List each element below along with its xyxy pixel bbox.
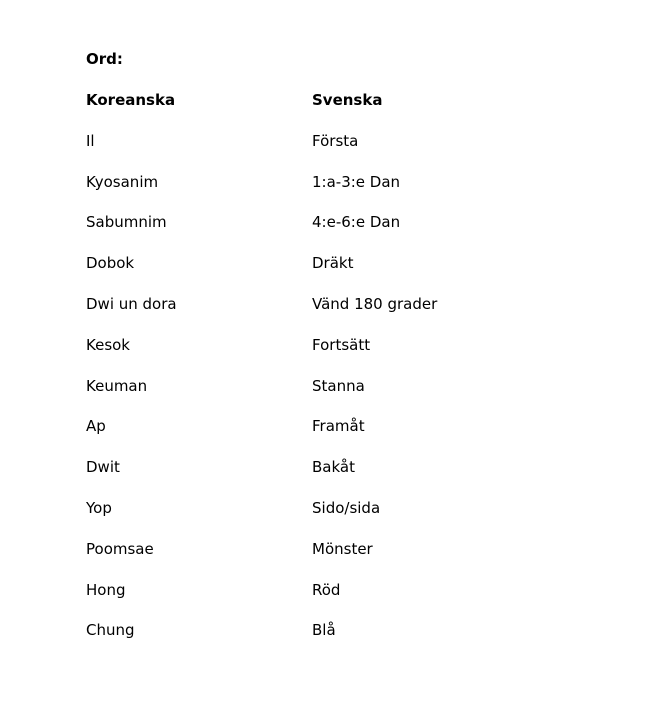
korean-word: Kyosanim: [86, 172, 159, 191]
swedish-word: Mönster: [312, 539, 373, 558]
table-row: [86, 294, 566, 335]
table-row: [86, 498, 566, 539]
korean-word: Hong: [86, 580, 126, 599]
korean-word: Chung: [86, 621, 135, 640]
table-row: [86, 416, 566, 457]
korean-word: Sabumnim: [86, 213, 167, 232]
swedish-word: Bakåt: [312, 458, 355, 477]
korean-word: Il: [86, 131, 95, 150]
table-header-row: [86, 90, 566, 131]
swedish-word: Framåt: [312, 417, 365, 436]
swedish-word: 1:a-3:e Dan: [312, 172, 401, 191]
korean-word: Dwit: [86, 458, 120, 477]
table-row: [86, 172, 566, 213]
swedish-word: Vänd 180 grader: [312, 294, 438, 313]
table-row: [86, 335, 566, 376]
korean-word: Yop: [86, 498, 112, 517]
korean-word: Ap: [86, 417, 106, 436]
table-row: [86, 131, 566, 172]
swedish-word: Röd: [312, 580, 341, 599]
swedish-word: Fortsätt: [312, 335, 371, 354]
table-row: [86, 253, 566, 294]
korean-word: Keuman: [86, 376, 148, 395]
swedish-word: Sido/sida: [312, 498, 381, 517]
table-row: [86, 457, 566, 498]
section-heading: Ord:: [86, 50, 123, 68]
swedish-word: Första: [312, 131, 359, 150]
column-header-swedish: Svenska: [312, 91, 383, 109]
table-row: [86, 580, 566, 621]
column-header-korean: Koreanska: [86, 91, 176, 109]
swedish-word: Stanna: [312, 376, 365, 395]
table-row: [86, 212, 566, 253]
korean-word: Dobok: [86, 254, 135, 273]
table-row: [86, 376, 566, 417]
swedish-word: 4:e-6:e Dan: [312, 213, 401, 232]
table-row: [86, 620, 566, 661]
vocabulary-table: [86, 90, 566, 661]
table-row: [86, 539, 566, 580]
swedish-word: Dräkt: [312, 254, 354, 273]
korean-word: Poomsae: [86, 539, 154, 558]
swedish-word: Blå: [312, 621, 336, 640]
korean-word: Kesok: [86, 335, 130, 354]
korean-word: Dwi un dora: [86, 294, 177, 313]
